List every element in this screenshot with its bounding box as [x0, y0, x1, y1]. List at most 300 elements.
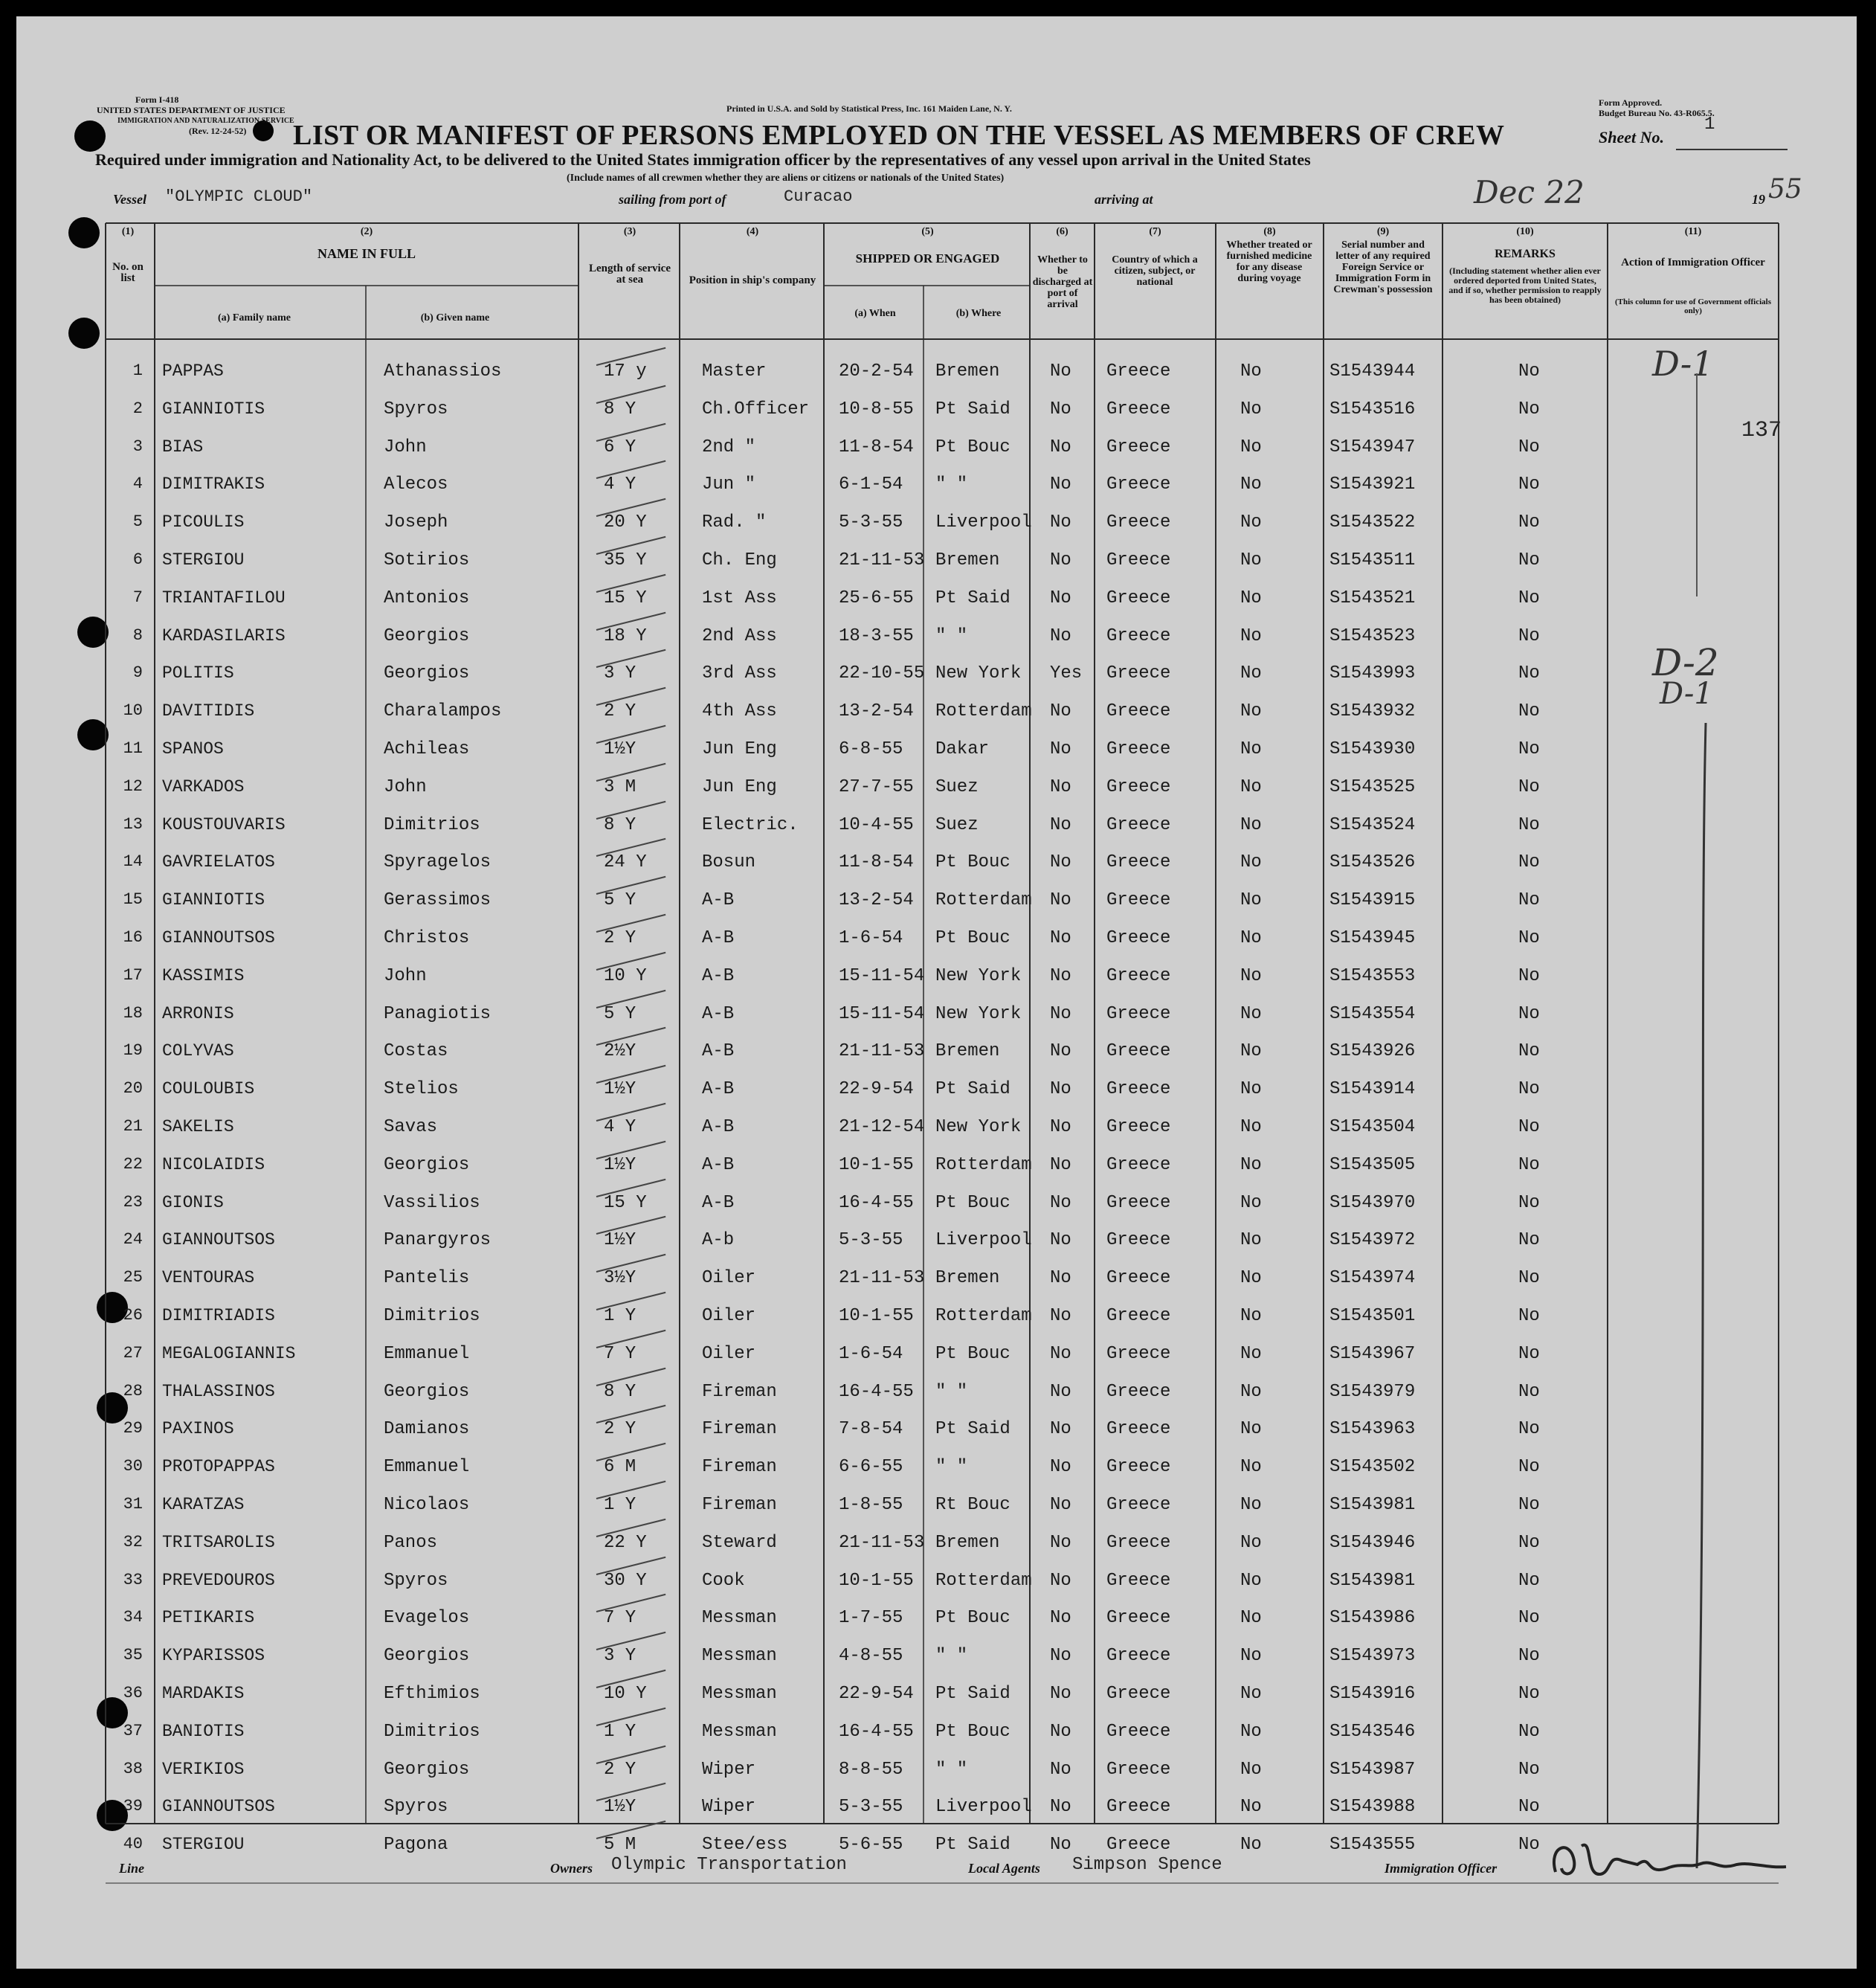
family-name: VARKADOS [162, 776, 245, 797]
remarks: No [1518, 1646, 1540, 1667]
serial-number: S1543972 [1329, 1230, 1416, 1251]
agents-label: Local Agents [968, 1861, 1040, 1876]
row-number: 33 [123, 1570, 143, 1589]
country: Greece [1106, 890, 1171, 911]
discharge-flag: No [1050, 739, 1071, 759]
form-approved: Form Approved. [1599, 97, 1663, 108]
col8-heading: Whether treated or furnished medicine for any disease during voyage [1226, 239, 1312, 284]
service-length: 20 Y [604, 512, 647, 533]
shipped-when: 10-1-55 [839, 1306, 914, 1326]
family-name: POLITIS [162, 663, 234, 683]
country: Greece [1106, 928, 1171, 948]
medical-flag: No [1240, 399, 1262, 419]
given-name: Dimitrios [384, 1721, 480, 1742]
shipped-where: Liverpool [935, 1230, 1032, 1251]
service-length: 5 M [604, 1835, 636, 1856]
shipped-when: 16-4-55 [839, 1721, 914, 1742]
medical-flag: No [1240, 814, 1262, 835]
position: A-B [702, 1079, 735, 1100]
remarks: No [1518, 1230, 1540, 1251]
shipped-when: 21-12-54 [839, 1117, 925, 1137]
shipped-when: 11-8-54 [839, 852, 914, 873]
shipped-where: Suez [935, 776, 979, 797]
shipped-where: Pt Said [935, 1835, 1010, 1856]
country: Greece [1106, 588, 1171, 608]
country: Greece [1106, 814, 1171, 835]
row-number: 19 [123, 1041, 143, 1061]
position: Fireman [702, 1381, 777, 1402]
position: Ch.Officer [702, 399, 810, 419]
row-number: 3 [132, 437, 143, 456]
position: 4th Ass [702, 701, 777, 722]
service-length: 1½Y [604, 739, 636, 759]
serial-number: S1543555 [1329, 1835, 1416, 1856]
shipped-when: 15-11-54 [839, 1003, 925, 1024]
remarks: No [1518, 1003, 1540, 1024]
country: Greece [1106, 1306, 1171, 1326]
discharge-flag: No [1050, 1041, 1071, 1062]
given-name: Sotirios [384, 550, 470, 570]
service: IMMIGRATION AND NATURALIZATION SERVICE [117, 117, 294, 125]
country: Greece [1106, 1608, 1171, 1629]
discharge-flag: No [1050, 1532, 1071, 1553]
family-name: TRITSAROLIS [162, 1532, 275, 1552]
discharge-flag: No [1050, 1797, 1071, 1818]
discharge-flag: No [1050, 1117, 1071, 1137]
position: Fireman [702, 1457, 777, 1478]
remarks: No [1518, 965, 1540, 986]
officer-note-d1: D-1 [1652, 344, 1714, 384]
country: Greece [1106, 361, 1171, 382]
shipped-when: 5-6-55 [839, 1835, 903, 1856]
remarks: No [1518, 1608, 1540, 1629]
family-name: MEGALOGIANNIS [162, 1343, 296, 1363]
col2b-heading: (b) Given name [420, 312, 490, 324]
discharge-flag: No [1050, 550, 1071, 570]
country: Greece [1106, 1684, 1171, 1704]
family-name: DIMITRIADIS [162, 1306, 275, 1325]
position: Fireman [702, 1419, 777, 1440]
position: Stee/ess [702, 1835, 788, 1856]
given-name: Spyros [384, 399, 448, 419]
service-length: 30 Y [604, 1570, 647, 1591]
service-length: 6 Y [604, 437, 636, 457]
given-name: Charalampos [384, 701, 502, 722]
remarks: No [1518, 814, 1540, 835]
service-length: 8 Y [604, 399, 636, 419]
position: A-B [702, 928, 735, 948]
family-name: PICOULIS [162, 512, 245, 533]
position: A-B [702, 1154, 735, 1175]
service-length: 7 Y [604, 1608, 636, 1629]
row-number: 12 [123, 776, 143, 796]
serial-number: S1543915 [1329, 890, 1416, 911]
remarks: No [1518, 1419, 1540, 1440]
serial-number: S1543501 [1329, 1306, 1416, 1326]
shipped-where: " " [935, 1457, 968, 1478]
serial-number: S1543981 [1329, 1570, 1416, 1591]
family-name: GAVRIELATOS [162, 852, 275, 872]
given-name: John [384, 776, 427, 797]
position: Jun Eng [702, 776, 777, 797]
row-number: 27 [123, 1343, 143, 1363]
serial-number: S1543522 [1329, 512, 1416, 533]
service-length: 5 Y [604, 890, 636, 911]
serial-number: S1543526 [1329, 852, 1416, 873]
medical-flag: No [1240, 1570, 1262, 1591]
position: Jun " [702, 475, 756, 495]
arrival-date-handwritten: Dec 22 [1474, 174, 1585, 210]
family-name: KARDASILARIS [162, 625, 286, 646]
service-length: 24 Y [604, 852, 647, 873]
remarks: No [1518, 475, 1540, 495]
discharge-flag: No [1050, 1230, 1071, 1251]
row-number: 30 [123, 1457, 143, 1476]
family-name: COULOUBIS [162, 1079, 255, 1099]
position: A-B [702, 1003, 735, 1024]
family-name: PAXINOS [162, 1419, 234, 1439]
sheet-number: 1 [1704, 115, 1715, 135]
col5-heading: SHIPPED OR ENGAGED [855, 251, 1000, 266]
shipped-where: " " [935, 625, 968, 646]
col4-number: (4) [746, 226, 759, 237]
serial-number: S1543967 [1329, 1343, 1416, 1364]
position: Steward [702, 1532, 777, 1553]
shipped-when: 10-4-55 [839, 814, 914, 835]
required-statement: Required under immigration and Nationality Act, to be delivered to the United States immigration officer by the representatives of any vessel upon arrival in the United States [95, 150, 1311, 169]
shipped-when: 16-4-55 [839, 1192, 914, 1213]
service-length: 15 Y [604, 588, 647, 608]
discharge-flag: No [1050, 928, 1071, 948]
service-length: 2 Y [604, 1759, 636, 1780]
medical-flag: No [1240, 1608, 1262, 1629]
serial-number: S1543946 [1329, 1532, 1416, 1553]
service-length: 1 Y [604, 1495, 636, 1515]
service-length: 4 Y [604, 1117, 636, 1137]
row-number: 24 [123, 1230, 143, 1249]
shipped-where: " " [935, 1759, 968, 1780]
family-name: DAVITIDIS [162, 701, 255, 721]
medical-flag: No [1240, 625, 1262, 646]
shipped-where: Bremen [935, 1268, 1000, 1289]
serial-number: S1543554 [1329, 1003, 1416, 1024]
country: Greece [1106, 852, 1171, 873]
discharge-flag: No [1050, 1684, 1071, 1704]
discharge-flag: No [1050, 1419, 1071, 1440]
country: Greece [1106, 1079, 1171, 1100]
given-name: Joseph [384, 512, 448, 533]
budget-bureau: Budget Bureau No. 43-R065.5. [1599, 108, 1715, 118]
family-name: ARRONIS [162, 1003, 234, 1023]
row-number: 11 [123, 739, 143, 758]
medical-flag: No [1240, 1230, 1262, 1251]
remarks: No [1518, 928, 1540, 948]
agents-value: Simpson Spence [1072, 1855, 1222, 1875]
row-number: 4 [132, 475, 143, 494]
serial-number: S1543505 [1329, 1154, 1416, 1175]
country: Greece [1106, 776, 1171, 797]
position: A-B [702, 1117, 735, 1137]
serial-number: S1543979 [1329, 1381, 1416, 1402]
shipped-where: Rotterdam [935, 1306, 1032, 1326]
discharge-flag: No [1050, 1495, 1071, 1515]
position: Messman [702, 1646, 777, 1667]
row-number: 25 [123, 1268, 143, 1287]
shipped-when: 6-1-54 [839, 475, 903, 495]
medical-flag: No [1240, 928, 1262, 948]
country: Greece [1106, 1041, 1171, 1062]
given-name: Emmanuel [384, 1343, 470, 1364]
given-name: Costas [384, 1041, 448, 1062]
family-name: SAKELIS [162, 1117, 234, 1136]
position: Wiper [702, 1759, 756, 1780]
row-number: 37 [123, 1721, 143, 1740]
position: Ch. Eng [702, 550, 777, 570]
service-length: 3½Y [604, 1268, 636, 1289]
position: 2nd " [702, 437, 756, 457]
serial-number: S1543974 [1329, 1268, 1416, 1289]
officer-signature [1541, 1831, 1838, 1891]
shipped-when: 1-6-54 [839, 928, 903, 948]
medical-flag: No [1240, 1003, 1262, 1024]
serial-number: S1543553 [1329, 965, 1416, 986]
col3-number: (3) [623, 226, 636, 237]
discharge-flag: No [1050, 1608, 1071, 1629]
shipped-where: Suez [935, 814, 979, 835]
remarks: No [1518, 1079, 1540, 1100]
remarks: No [1518, 1835, 1540, 1856]
medical-flag: No [1240, 512, 1262, 533]
service-length: 1½Y [604, 1079, 636, 1100]
remarks: No [1518, 1684, 1540, 1704]
medical-flag: No [1240, 852, 1262, 873]
shipped-where: New York [935, 965, 1022, 986]
family-name: KARATZAS [162, 1495, 245, 1514]
given-name: Spyros [384, 1570, 448, 1591]
position: Messman [702, 1608, 777, 1629]
given-name: Pantelis [384, 1268, 470, 1289]
position: Oiler [702, 1268, 756, 1289]
family-name: PAPPAS [162, 361, 224, 381]
country: Greece [1106, 1570, 1171, 1591]
shipped-when: 21-11-53 [839, 550, 925, 570]
remarks: No [1518, 1721, 1540, 1742]
remarks: No [1518, 852, 1540, 873]
col3-heading: Length of service at sea [589, 263, 671, 286]
given-name: Pagona [384, 1835, 448, 1856]
serial-number: S1543973 [1329, 1646, 1416, 1667]
given-name: Panos [384, 1532, 438, 1553]
service-length: 10 Y [604, 1684, 647, 1704]
remarks: No [1518, 1154, 1540, 1175]
medical-flag: No [1240, 361, 1262, 382]
remarks: No [1518, 1495, 1540, 1515]
service-length: 10 Y [604, 965, 647, 986]
remarks: No [1518, 588, 1540, 608]
family-name: GIANNOUTSOS [162, 1230, 275, 1250]
position: A-B [702, 965, 735, 986]
row-number: 36 [123, 1684, 143, 1702]
shipped-where: " " [935, 1646, 968, 1667]
vessel-name: "OLYMPIC CLOUD" [165, 187, 313, 206]
medical-flag: No [1240, 1381, 1262, 1402]
discharge-flag: No [1050, 814, 1071, 835]
shipped-where: New York [935, 1117, 1022, 1137]
discharge-flag: No [1050, 399, 1071, 419]
line-label: Line [119, 1861, 144, 1876]
service-length: 2 Y [604, 928, 636, 948]
medical-flag: No [1240, 1646, 1262, 1667]
service-length: 8 Y [604, 1381, 636, 1402]
sheet-label: Sheet No. [1599, 128, 1664, 147]
given-name: Georgios [384, 1154, 470, 1175]
medical-flag: No [1240, 1117, 1262, 1137]
row-number: 5 [132, 512, 143, 532]
family-name: BIAS [162, 437, 204, 457]
position: Jun Eng [702, 739, 777, 759]
medical-flag: No [1240, 1192, 1262, 1213]
col4-heading: Position in ship's company [689, 274, 816, 286]
discharge-flag: No [1050, 1306, 1071, 1326]
discharge-flag: No [1050, 701, 1071, 722]
medical-flag: No [1240, 475, 1262, 495]
row-number: 9 [132, 663, 143, 683]
family-name: BANIOTIS [162, 1721, 245, 1741]
shipped-where: Pt Said [935, 1419, 1010, 1440]
country: Greece [1106, 437, 1171, 457]
shipped-where: Rotterdam [935, 701, 1032, 722]
manifest-sheet [16, 16, 1857, 1969]
shipped-where: Rotterdam [935, 890, 1032, 911]
discharge-flag: No [1050, 512, 1071, 533]
given-name: Nicolaos [384, 1495, 470, 1515]
given-name: Savas [384, 1117, 438, 1137]
col1-heading: No. on list [112, 261, 144, 284]
col10-subheading: (Including statement whether alien ever ordered deported from United States, and if so, whether permission to reapply has been obtained) [1448, 266, 1602, 305]
row-number: 29 [123, 1419, 143, 1438]
country: Greece [1106, 1532, 1171, 1553]
medical-flag: No [1240, 437, 1262, 457]
shipped-where: Pt Said [935, 1684, 1010, 1704]
shipped-when: 25-6-55 [839, 588, 914, 608]
position: Bosun [702, 852, 756, 873]
family-name: STERGIOU [162, 1835, 245, 1855]
position: A-B [702, 1041, 735, 1062]
family-name: PROTOPAPPAS [162, 1457, 275, 1477]
service-length: 3 M [604, 776, 636, 797]
col9-number: (9) [1376, 226, 1390, 237]
row-number: 39 [123, 1797, 143, 1816]
col8-number: (8) [1263, 226, 1276, 237]
country: Greece [1106, 1192, 1171, 1213]
shipped-when: 10-1-55 [839, 1570, 914, 1591]
owners-value: Olympic Transportation [611, 1855, 847, 1875]
service-length: 5 Y [604, 1003, 636, 1024]
country: Greece [1106, 1419, 1171, 1440]
given-name: John [384, 965, 427, 986]
medical-flag: No [1240, 1457, 1262, 1478]
shipped-when: 21-11-53 [839, 1268, 925, 1289]
shipped-where: Dakar [935, 739, 990, 759]
medical-flag: No [1240, 776, 1262, 797]
discharge-flag: No [1050, 1759, 1071, 1780]
col11-number: (11) [1684, 226, 1702, 237]
row-number: 34 [123, 1608, 143, 1627]
discharge-flag: No [1050, 1835, 1071, 1856]
medical-flag: No [1240, 1835, 1262, 1856]
given-name: Evagelos [384, 1608, 470, 1629]
shipped-where: Pt Bouc [935, 928, 1010, 948]
row-number: 23 [123, 1192, 143, 1212]
year-handwritten: 55 [1768, 174, 1802, 205]
shipped-when: 21-11-53 [839, 1532, 925, 1553]
remarks: No [1518, 361, 1540, 382]
department: UNITED STATES DEPARTMENT OF JUSTICE [97, 105, 286, 115]
remarks: No [1518, 1041, 1540, 1062]
given-name: Damianos [384, 1419, 470, 1440]
officer-bracket-line [1674, 373, 1719, 1876]
medical-flag: No [1240, 1797, 1262, 1818]
medical-flag: No [1240, 1041, 1262, 1062]
family-name: VENTOURAS [162, 1268, 255, 1288]
shipped-when: 11-8-54 [839, 437, 914, 457]
row-number: 16 [123, 928, 143, 947]
medical-flag: No [1240, 1343, 1262, 1364]
medical-flag: No [1240, 1306, 1262, 1326]
departure-port: Curacao [784, 187, 853, 206]
given-name: Spyragelos [384, 852, 491, 873]
shipped-when: 1-7-55 [839, 1608, 903, 1629]
shipped-where: Pt Bouc [935, 1608, 1010, 1629]
row-number: 18 [123, 1003, 143, 1023]
row-number: 6 [132, 550, 143, 569]
given-name: Alecos [384, 475, 448, 495]
medical-flag: No [1240, 1721, 1262, 1742]
row-number: 20 [123, 1079, 143, 1098]
shipped-when: 18-3-55 [839, 625, 914, 646]
country: Greece [1106, 625, 1171, 646]
position: A-B [702, 1192, 735, 1213]
given-name: Athanassios [384, 361, 502, 382]
country: Greece [1106, 1495, 1171, 1515]
shipped-when: 13-2-54 [839, 701, 914, 722]
position: Fireman [702, 1495, 777, 1515]
service-length: 3 Y [604, 1646, 636, 1667]
revision: (Rev. 12-24-52) [189, 126, 247, 136]
shipped-when: 7-8-54 [839, 1419, 903, 1440]
country: Greece [1106, 1797, 1171, 1818]
officer-note-d1-second: D-1 [1660, 677, 1713, 711]
shipped-when: 5-3-55 [839, 1797, 903, 1818]
remarks: No [1518, 1381, 1540, 1402]
medical-flag: No [1240, 1532, 1262, 1553]
service-length: 7 Y [604, 1343, 636, 1364]
serial-number: S1543947 [1329, 437, 1416, 457]
country: Greece [1106, 739, 1171, 759]
shipped-when: 8-8-55 [839, 1759, 903, 1780]
shipped-when: 27-7-55 [839, 776, 914, 797]
given-name: Georgios [384, 1381, 470, 1402]
serial-number: S1543986 [1329, 1608, 1416, 1629]
given-name: Panargyros [384, 1230, 491, 1251]
shipped-when: 1-6-54 [839, 1343, 903, 1364]
serial-number: S1543916 [1329, 1684, 1416, 1704]
owners-label: Owners [550, 1861, 593, 1876]
position: 2nd Ass [702, 625, 777, 646]
family-name: DIMITRAKIS [162, 475, 265, 495]
position: Oiler [702, 1306, 756, 1326]
shipped-where: Pt Said [935, 588, 1010, 608]
